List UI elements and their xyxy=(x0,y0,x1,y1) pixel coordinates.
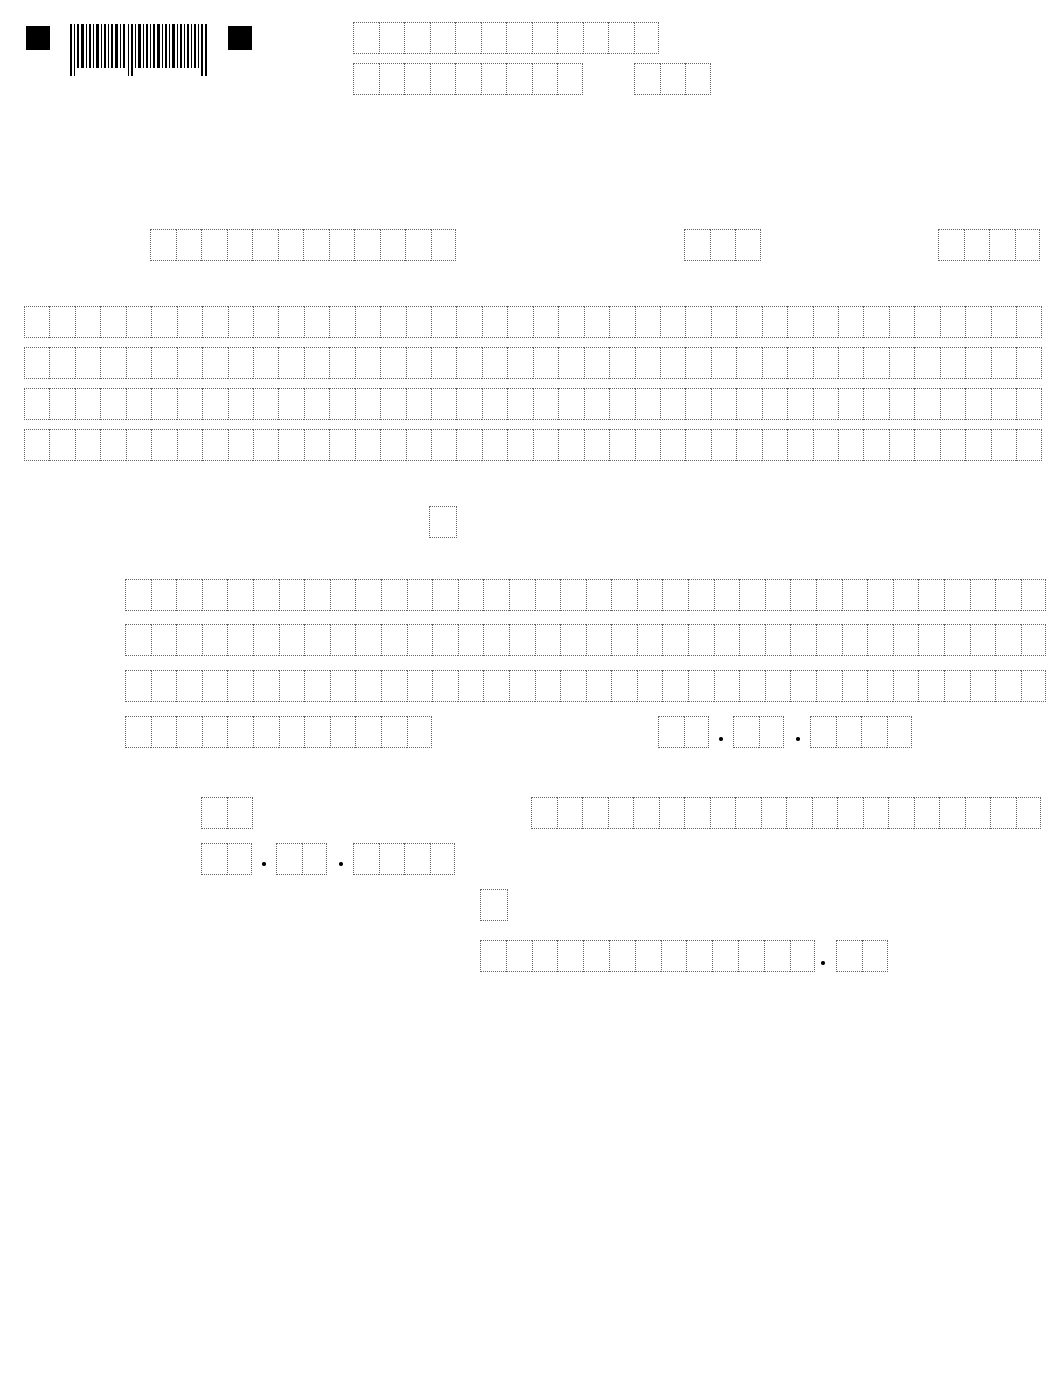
cert-number-grid[interactable] xyxy=(150,229,456,261)
issue-month-grid[interactable] xyxy=(276,843,327,875)
expense-kopecks-grid[interactable] xyxy=(836,940,888,972)
barcode-image xyxy=(70,24,210,76)
issue-date-separator xyxy=(339,862,343,866)
patronymic-grid[interactable] xyxy=(125,670,1046,702)
name-grid[interactable] xyxy=(125,624,1046,656)
expense-sum-separator xyxy=(821,961,825,965)
org-name-row[interactable] xyxy=(24,388,1042,420)
org-name-row[interactable] xyxy=(24,347,1042,379)
birth-date-separator xyxy=(796,737,800,741)
report-year-grid[interactable] xyxy=(938,229,1040,261)
issue-date-separator xyxy=(262,862,266,866)
fulltime-grid[interactable] xyxy=(429,506,457,538)
registration-marker-right xyxy=(228,26,252,50)
birth-date-separator xyxy=(719,737,723,741)
registration-marker-left xyxy=(26,26,50,50)
issue-day-grid[interactable] xyxy=(201,843,252,875)
birth-year-grid[interactable] xyxy=(810,716,912,748)
header-inn-grid[interactable] xyxy=(353,22,659,54)
series-number-grid[interactable] xyxy=(531,797,1041,829)
birth-day-grid[interactable] xyxy=(658,716,709,748)
payer-inn-grid[interactable] xyxy=(125,716,432,748)
correction-number-grid[interactable] xyxy=(684,229,761,261)
issue-year-grid[interactable] xyxy=(353,843,455,875)
org-name-grid[interactable] xyxy=(24,306,1042,461)
expense-sum-grid[interactable] xyxy=(480,940,815,972)
header-kpp-grid[interactable] xyxy=(353,63,583,95)
org-name-row[interactable] xyxy=(24,306,1042,338)
org-name-row[interactable] xyxy=(24,429,1042,461)
doc-type-code-grid[interactable] xyxy=(201,797,253,829)
birth-month-grid[interactable] xyxy=(733,716,784,748)
header-page-grid[interactable] xyxy=(634,63,711,95)
surname-grid[interactable] xyxy=(125,579,1046,611)
same-person-grid[interactable] xyxy=(480,889,508,921)
org-caption xyxy=(157,474,164,490)
